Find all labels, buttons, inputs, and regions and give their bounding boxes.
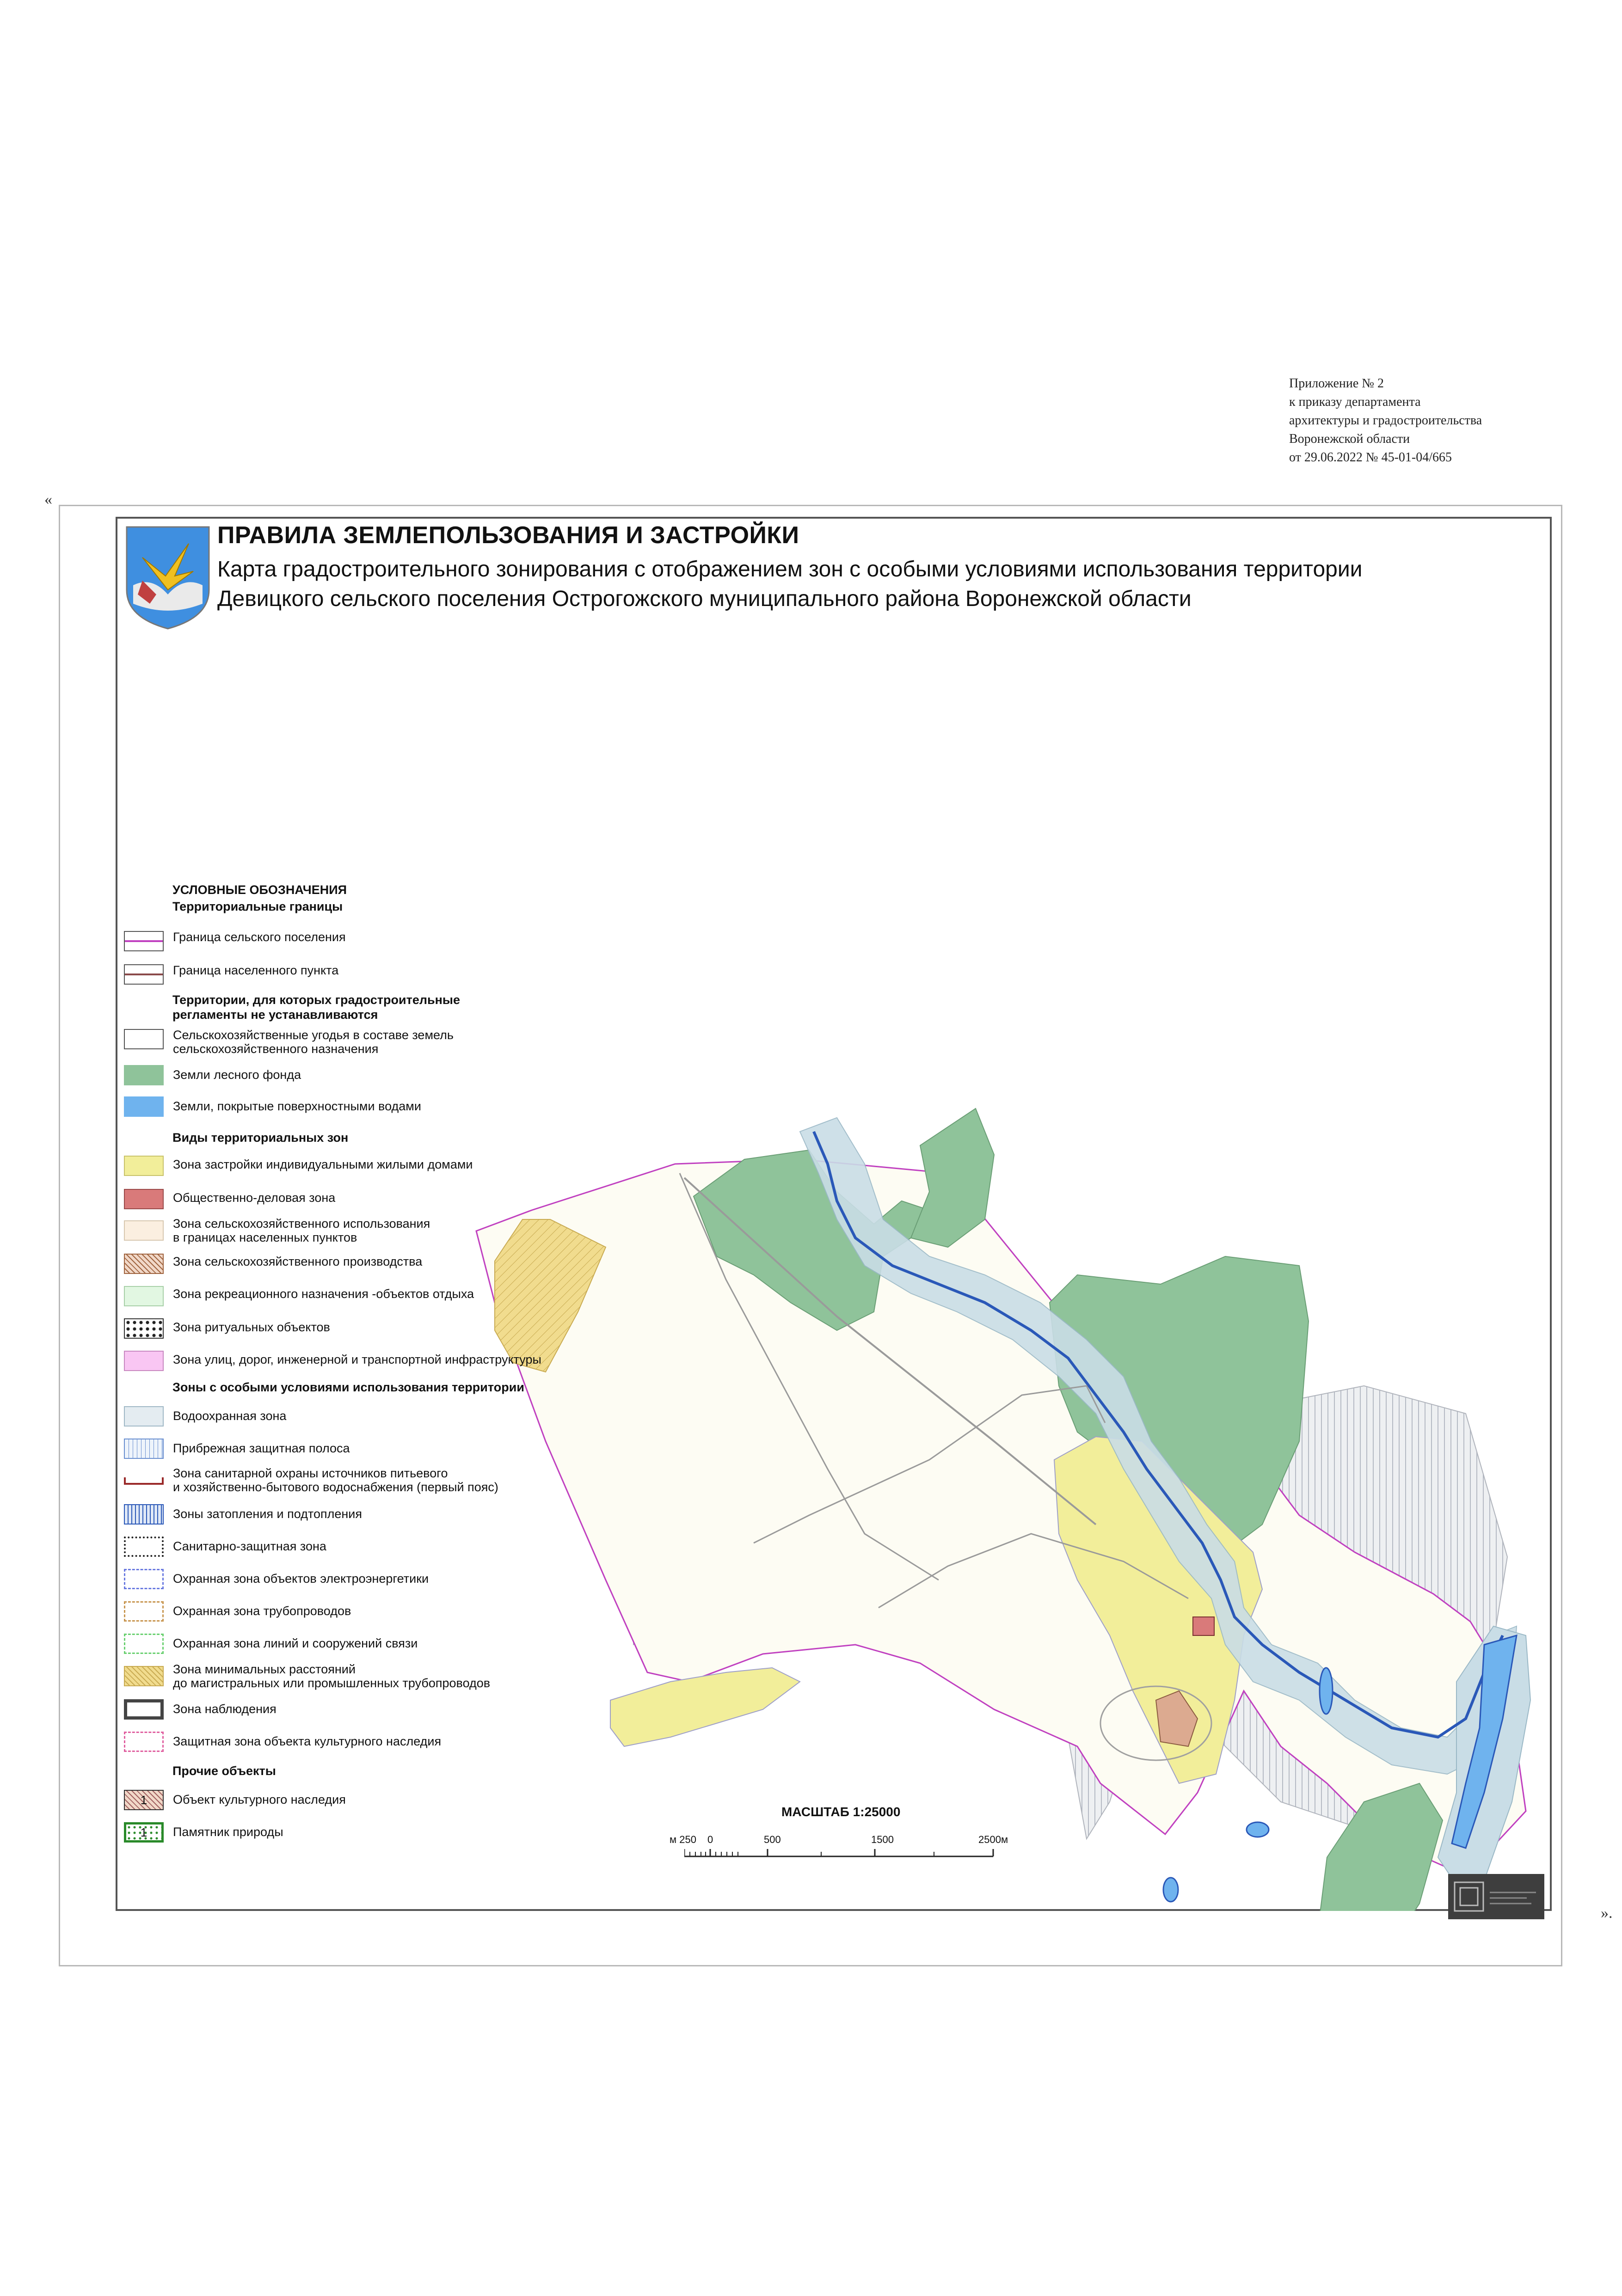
nature-monument-swatch: 1 bbox=[124, 1822, 164, 1843]
legend-label-line: до магистральных или промышленных трубопроводов bbox=[173, 1676, 491, 1690]
legend-item bbox=[124, 1437, 586, 1463]
legend-label: Зона улиц, дорог, инженерной и транспортной инфраструктуры bbox=[173, 1353, 541, 1366]
legend-label: Зона сельскохозяйственного производства bbox=[173, 1255, 423, 1268]
legend-section-other: Прочие объекты bbox=[172, 1764, 276, 1778]
legend-label: Санитарно-защитная зона bbox=[173, 1539, 326, 1553]
legend-label: Земли лесного фонда bbox=[173, 1068, 301, 1082]
opening-quote: « bbox=[44, 491, 52, 508]
legend-title: УСЛОВНЫЕ ОБОЗНАЧЕНИЯ bbox=[172, 883, 347, 897]
residential-zone bbox=[610, 1668, 800, 1746]
sanitary-source-swatch bbox=[124, 1470, 164, 1490]
lake bbox=[1247, 1822, 1269, 1837]
appendix-line: архитектуры и градостроительства bbox=[1289, 413, 1482, 428]
agri-production-swatch bbox=[124, 1254, 164, 1274]
legend-label bbox=[173, 1466, 498, 1494]
subtitle-line-2: Девицкого сельского поселения Острогожского муниципального района Воронежской области bbox=[217, 587, 1192, 611]
lake bbox=[1163, 1878, 1178, 1902]
appendix-note bbox=[1289, 374, 1585, 467]
legend-item bbox=[124, 1404, 586, 1430]
legend-item bbox=[124, 1502, 586, 1528]
legend-label: Защитная зона объекта культурного наследия bbox=[173, 1734, 442, 1748]
legend-label: Охранная зона объектов электроэнергетики bbox=[173, 1572, 429, 1586]
agri-use-swatch bbox=[124, 1220, 164, 1241]
legend-label bbox=[173, 1662, 490, 1690]
appendix-line: Воронежской области bbox=[1289, 432, 1410, 446]
legend-label: Зона наблюдения bbox=[173, 1702, 276, 1716]
legend-label: Памятник природы bbox=[173, 1825, 283, 1839]
coat-of-arms-icon bbox=[124, 525, 212, 631]
legend-item bbox=[124, 1316, 586, 1342]
legend-label-line: Зона сельскохозяйственного использования bbox=[173, 1217, 430, 1231]
stamp-icon bbox=[1448, 1874, 1544, 1919]
legend-section-special: Зоны с особыми условиями использования территории bbox=[172, 1380, 524, 1394]
map-subtitle bbox=[217, 555, 1362, 614]
observation-swatch bbox=[124, 1699, 164, 1720]
legend-label: Земли, покрытые поверхностными водами bbox=[173, 1099, 421, 1113]
legend-item bbox=[124, 1349, 586, 1375]
appendix-line: Приложение № 2 bbox=[1289, 376, 1384, 391]
min-distance-swatch bbox=[124, 1666, 164, 1686]
legend-label-line: Зона санитарной охраны источников питьевого bbox=[173, 1466, 448, 1480]
legend-item bbox=[124, 1218, 586, 1244]
legend-label-line: сельскохозяйственного назначения bbox=[173, 1042, 379, 1056]
power-lines-swatch bbox=[124, 1569, 164, 1589]
lake bbox=[1320, 1668, 1333, 1714]
legend-item bbox=[124, 1788, 586, 1814]
scale-bar bbox=[684, 1846, 999, 1860]
business-zone bbox=[1193, 1617, 1214, 1635]
legend-label: Охранная зона линий и сооружений связи bbox=[173, 1636, 418, 1650]
sanitary-protection-swatch bbox=[124, 1537, 164, 1557]
stamp-block bbox=[1448, 1874, 1544, 1919]
scale-tick: м 250 bbox=[670, 1834, 696, 1845]
closing-quote: ». bbox=[1601, 1904, 1613, 1922]
legend-section-boundaries: Территориальные границы bbox=[172, 900, 343, 913]
legend-item bbox=[124, 929, 586, 955]
legend-item bbox=[124, 1599, 586, 1625]
water-swatch bbox=[124, 1096, 164, 1117]
legend-item bbox=[124, 1730, 586, 1756]
page-title: ПРАВИЛА ЗЕМЛЕПОЛЬЗОВАНИЯ И ЗАСТРОЙКИ bbox=[217, 522, 799, 549]
legend-label: Прибрежная защитная полоса bbox=[173, 1441, 350, 1455]
legend-section-no-regulations-1: Территории, для которых градостроительные bbox=[172, 993, 460, 1007]
agri-land-swatch bbox=[124, 1029, 164, 1049]
scale-tick: 500 bbox=[764, 1834, 781, 1845]
legend-item bbox=[124, 1820, 586, 1846]
appendix-line: к приказу департамента bbox=[1289, 395, 1421, 409]
scale-tick: 2500м bbox=[978, 1834, 1008, 1845]
legend-item bbox=[124, 1095, 586, 1120]
heritage-object-swatch: 1 bbox=[124, 1790, 164, 1810]
legend-label: Граница сельского поселения bbox=[173, 930, 346, 944]
legend-item bbox=[124, 1697, 586, 1723]
legend-item bbox=[124, 1284, 586, 1310]
legend-item bbox=[124, 962, 586, 988]
legend-label-line: Зона минимальных расстояний bbox=[173, 1662, 356, 1676]
scale-tick: 1500 bbox=[871, 1834, 894, 1845]
settlement-boundary-swatch bbox=[124, 931, 164, 951]
recreation-swatch bbox=[124, 1286, 164, 1306]
legend-label: Водоохранная зона bbox=[173, 1409, 287, 1423]
forest-swatch bbox=[124, 1065, 164, 1085]
appendix-line: от 29.06.2022 № 45-01-04/665 bbox=[1289, 450, 1452, 465]
business-swatch bbox=[124, 1189, 164, 1209]
legend-section-no-regulations-2: регламенты не устанавливаются bbox=[172, 1008, 378, 1022]
legend-item bbox=[124, 1468, 586, 1494]
legend-label-line: Сельскохозяйственные угодья в составе земель bbox=[173, 1028, 454, 1042]
legend-label bbox=[173, 1217, 430, 1244]
legend-label: Зона ритуальных объектов bbox=[173, 1320, 330, 1334]
scale-title: МАСШТАБ 1:25000 bbox=[781, 1805, 901, 1819]
subtitle-line-1: Карта градостроительного зонирования с отображением зон с особыми условиями использования территории bbox=[217, 557, 1363, 582]
legend-label: Зоны затопления и подтопления bbox=[173, 1507, 362, 1521]
legend-item bbox=[124, 1063, 586, 1089]
legend-label: Зона застройки индивидуальными жилыми домами bbox=[173, 1157, 473, 1171]
heritage-zone-swatch bbox=[124, 1732, 164, 1752]
legend-item bbox=[124, 1567, 586, 1593]
legend-label: Зона рекреационного назначения -объектов отдыха bbox=[173, 1287, 474, 1301]
legend-item bbox=[124, 1632, 586, 1658]
flooding-swatch bbox=[124, 1504, 164, 1525]
pipelines-swatch bbox=[124, 1601, 164, 1622]
scale-tick: 0 bbox=[707, 1834, 713, 1845]
ritual-swatch bbox=[124, 1318, 164, 1339]
legend-item bbox=[124, 1154, 586, 1180]
coastal-strip-swatch bbox=[124, 1439, 164, 1459]
legend-section-zones: Виды территориальных зон bbox=[172, 1131, 349, 1145]
legend-label: Охранная зона трубопроводов bbox=[173, 1604, 351, 1618]
legend-label bbox=[173, 1028, 454, 1056]
legend-item bbox=[124, 1664, 586, 1690]
legend-item bbox=[124, 1027, 586, 1056]
legend-label-line: в границах населенных пунктов bbox=[173, 1231, 357, 1244]
residential-swatch bbox=[124, 1156, 164, 1176]
legend-item bbox=[124, 1252, 586, 1278]
locality-boundary-swatch bbox=[124, 964, 164, 985]
legend-label: Объект культурного наследия bbox=[173, 1793, 346, 1806]
communications-swatch bbox=[124, 1634, 164, 1654]
legend-label: Граница населенного пункта bbox=[173, 963, 339, 977]
legend-label-line: и хозяйственно-бытового водоснабжения (первый пояс) bbox=[173, 1480, 498, 1494]
legend-item bbox=[124, 1187, 586, 1213]
water-protection-swatch bbox=[124, 1406, 164, 1427]
streets-swatch bbox=[124, 1351, 164, 1371]
legend-item bbox=[124, 1535, 586, 1561]
legend-label: Общественно-деловая зона bbox=[173, 1191, 336, 1205]
